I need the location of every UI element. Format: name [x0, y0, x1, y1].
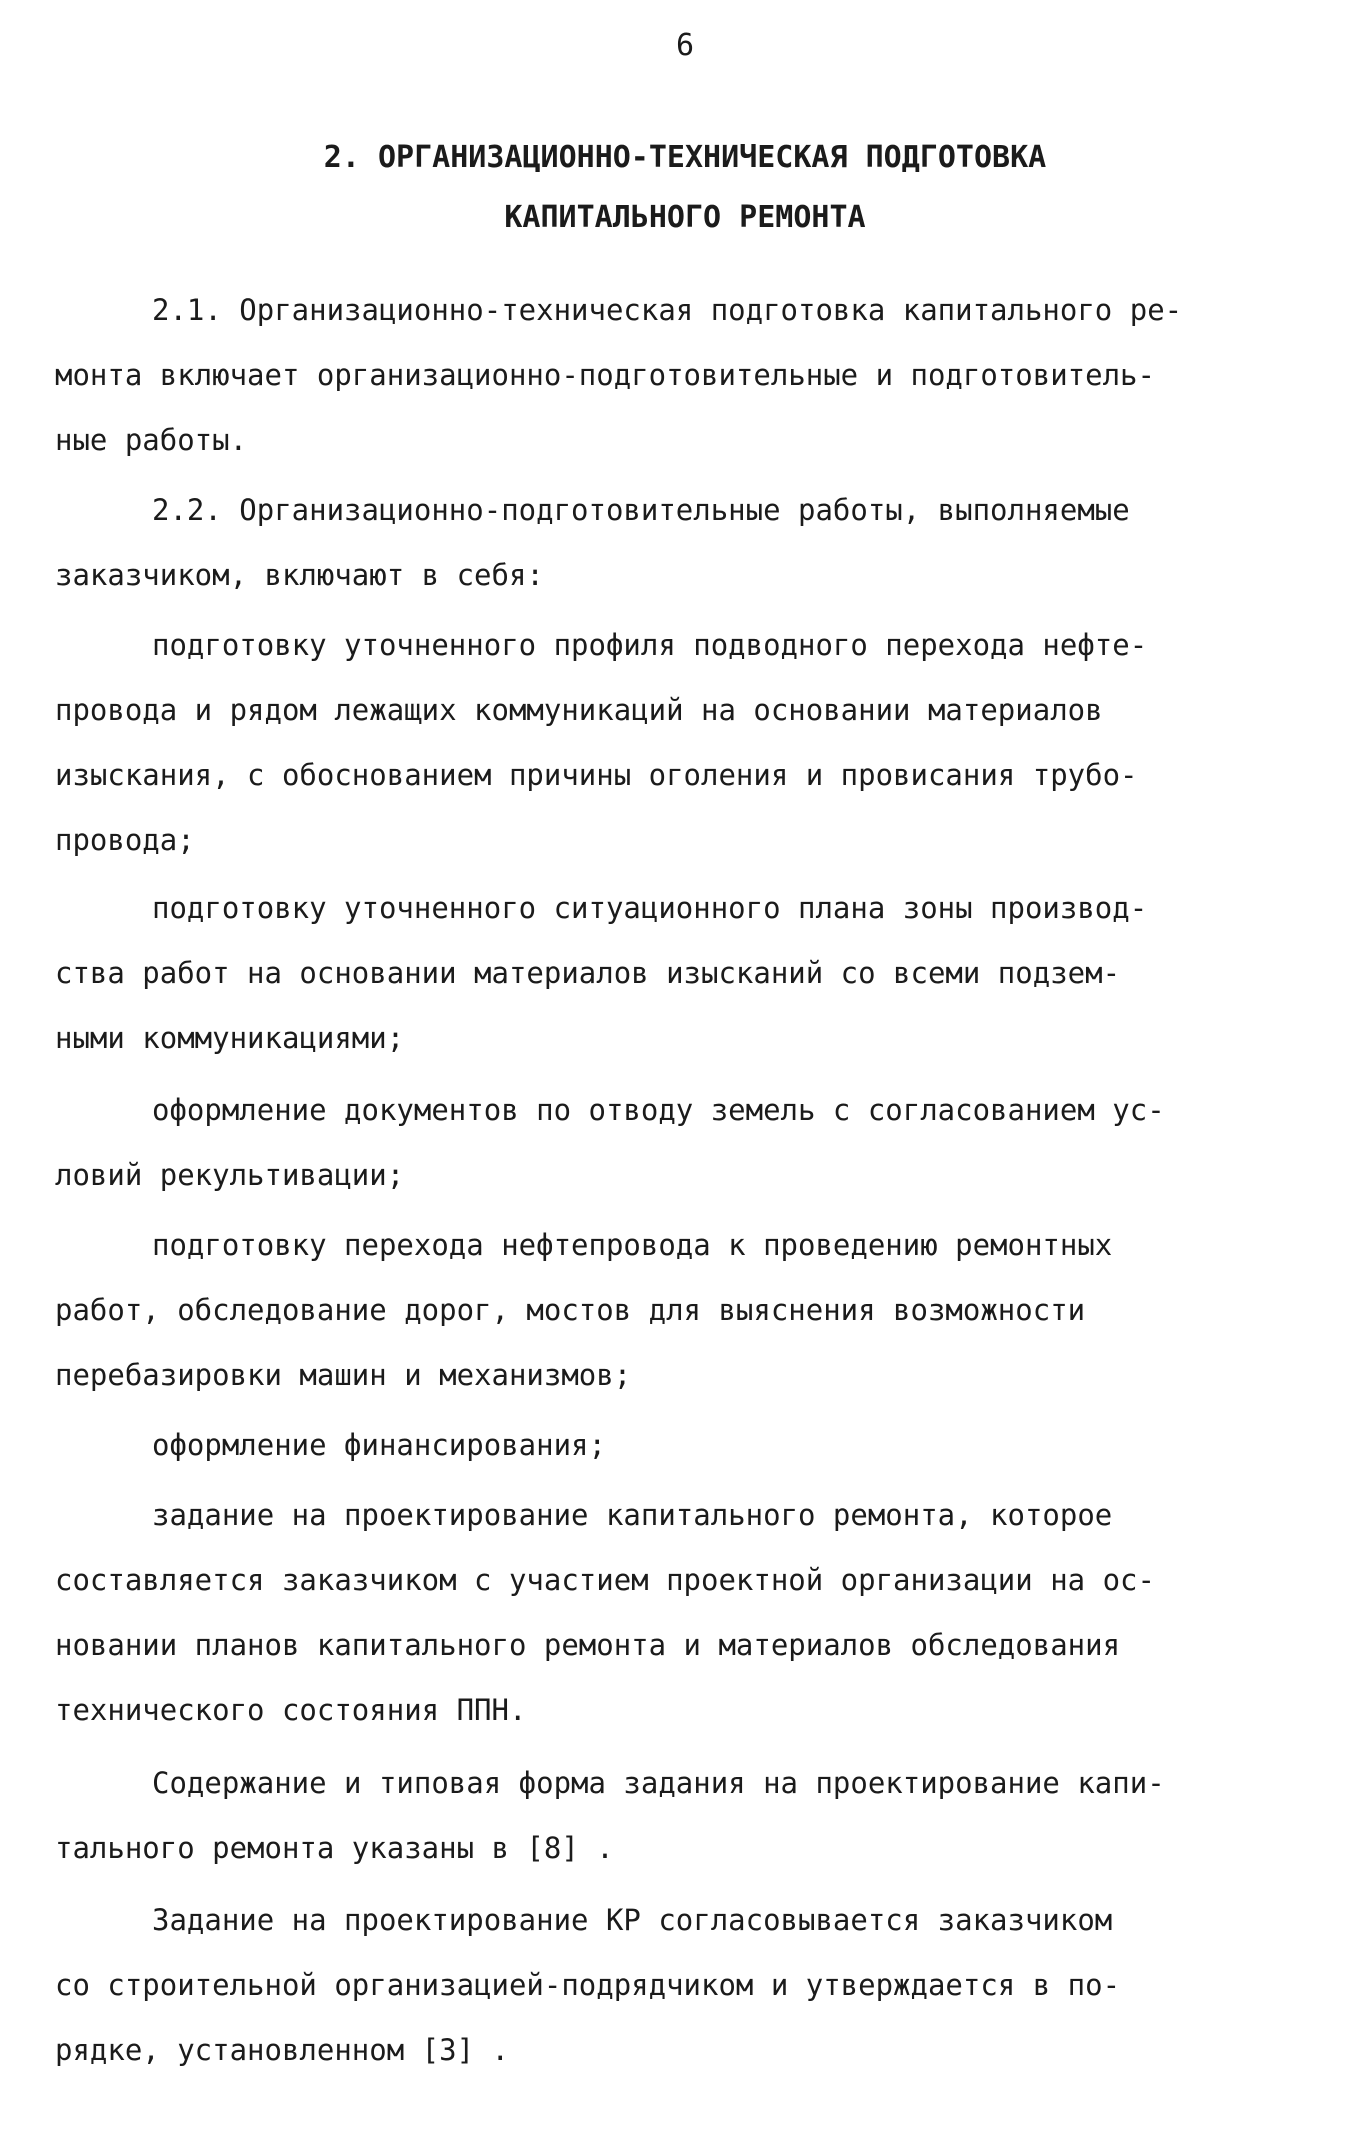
text-line: ные работы.: [55, 423, 248, 457]
text-line: составляется заказчиком с участием проектной организации на ос-: [55, 1563, 1155, 1597]
text-line: новании планов капитального ремонта и материалов обследования: [55, 1628, 1121, 1662]
text-line: подготовку перехода нефтепровода к проведению ремонтных: [152, 1228, 1113, 1262]
text-line: оформление финансирования;: [152, 1428, 606, 1462]
text-line: монта включает организационно-подготовительные и подготовитель-: [55, 358, 1155, 392]
text-line: провода и рядом лежащих коммуникаций на основании материалов: [55, 693, 1103, 727]
text-line: подготовку уточненного ситуационного плана зоны производ-: [152, 891, 1148, 925]
text-line: заказчиком, включают в себя:: [55, 558, 544, 592]
text-line: 2.1. Организационно-техническая подготовка капитального ре-: [152, 293, 1183, 327]
text-line: ства работ на основании материалов изысканий со всеми подзем-: [55, 956, 1121, 990]
text-line: ловий рекультивации;: [55, 1158, 405, 1192]
text-line: технического состояния ППН.: [55, 1693, 527, 1727]
text-line: со строительной организацией-подрядчиком и утверждается в по-: [55, 1968, 1121, 2002]
text-line: подготовку уточненного профиля подводного перехода нефте-: [152, 628, 1148, 662]
section-heading-line-1: 2. ОРГАНИЗАЦИОННО-ТЕХНИЧЕСКАЯ ПОДГОТОВКА: [323, 140, 1047, 175]
text-line: Содержание и типовая форма задания на проектирование капи-: [152, 1766, 1165, 1800]
text-line: Задание на проектирование КР согласовывается заказчиком: [152, 1903, 1113, 1937]
page-number: 6: [675, 28, 695, 63]
text-line: работ, обследование дорог, мостов для выяснения возможности: [55, 1293, 1086, 1327]
section-heading-line-2: КАПИТАЛЬНОГО РЕМОНТА: [504, 200, 866, 235]
text-line: провода;: [55, 823, 195, 857]
text-line: рядке, установленном [3] .: [55, 2033, 509, 2067]
text-line: ными коммуникациями;: [55, 1021, 405, 1055]
text-line: перебазировки машин и механизмов;: [55, 1358, 632, 1392]
text-line: оформление документов по отводу земель с согласованием ус-: [152, 1093, 1165, 1127]
text-line: 2.2. Организационно-подготовительные работы, выполняемые: [152, 493, 1130, 527]
text-line: задание на проектирование капитального ремонта, которое: [152, 1498, 1113, 1532]
text-line: тального ремонта указаны в [8] .: [55, 1831, 614, 1865]
text-line: изыскания, с обоснованием причины оголения и провисания трубо-: [55, 758, 1138, 792]
